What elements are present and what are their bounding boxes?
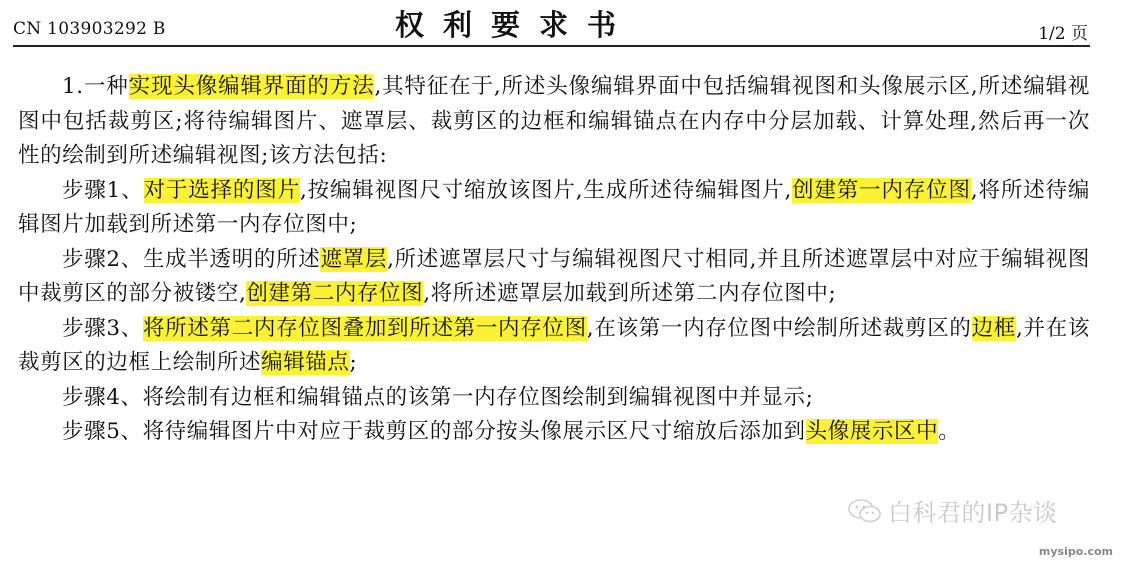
claim-step-1 (18, 174, 1090, 243)
header-rule (13, 45, 1090, 47)
text-segment: ,并在该裁剪区的边框上绘制所述 (18, 315, 1090, 375)
text-segment: 步骤5、将待编辑图片中对应于裁剪区的部分按头像展示区尺寸缩放后添加到 (62, 419, 806, 444)
claim-step-2 (18, 243, 1090, 312)
highlighted-text: 遮罩层 (320, 246, 388, 272)
text-segment: 1.一种 (62, 74, 129, 99)
text-segment: ,将所述待编辑图片加载到所述第一内存位图中; (18, 177, 1090, 237)
claim-step-4 (18, 381, 1090, 416)
text-segment: 。 (938, 419, 961, 444)
highlighted-text: 头像展示区中 (805, 419, 939, 444)
watermark-url: mysipo.com (1038, 545, 1113, 558)
claims-body (18, 70, 1090, 450)
claim-step-3 (18, 312, 1090, 381)
text-segment: 步骤4、将绘制有边框和编辑锚点的该第一内存位图绘制到编辑视图中并显示; (62, 384, 814, 410)
watermark (848, 493, 1058, 528)
page-header (0, 0, 1121, 48)
wechat-icon (848, 499, 882, 523)
text-segment: ; (349, 350, 358, 375)
highlighted-text: 实现头像编辑界面的方法 (128, 74, 375, 99)
highlighted-text: 对于选择的图片 (143, 177, 300, 203)
text-segment: 步骤2、生成半透明的所述 (62, 246, 321, 272)
text-segment: ,其特征在于,所述头像编辑界面中包括编辑视图和头像展示区,所述编辑视图中包括裁剪区;将待编辑图片、遮罩层、裁剪区的边框和编辑锚点在内存中分层加载、计算处理,然后再一次性的绘制到所述编辑视图;该方法包括: (18, 74, 1090, 168)
highlighted-text: 边框 (971, 315, 1016, 341)
claim-step-5 (18, 415, 1090, 450)
highlighted-text: 创建第二内存位图 (246, 281, 424, 306)
highlighted-text: 将所述第二内存位图叠加到所述第一内存位图 (142, 315, 587, 341)
text-segment: ,所述遮罩层尺寸与编辑视图尺寸相同,并且所述遮罩层中对应于编辑视图中裁剪区的部分被镂空, (18, 246, 1090, 306)
publication-number: CN 103903292 B (13, 19, 166, 39)
text-segment: 步骤1、 (62, 177, 144, 203)
page-number: 1/2 页 (1038, 24, 1088, 44)
highlighted-text: 创建第一内存位图 (791, 177, 971, 203)
text-segment: ,按编辑视图尺寸缩放该图片,生成所述待编辑图片, (299, 177, 792, 203)
text-segment: ,在该第一内存位图中绘制所述裁剪区的 (586, 315, 972, 341)
text-segment: ,将所述遮罩层加载到所述第二内存位图中; (423, 281, 837, 306)
highlighted-text: 编辑锚点 (261, 350, 350, 375)
watermark-text: 白科君的IP杂谈 (888, 499, 1058, 527)
text-segment: 步骤3、 (62, 315, 143, 341)
document-title: 权利要求书 (395, 8, 636, 42)
claim-1-intro (18, 70, 1090, 174)
